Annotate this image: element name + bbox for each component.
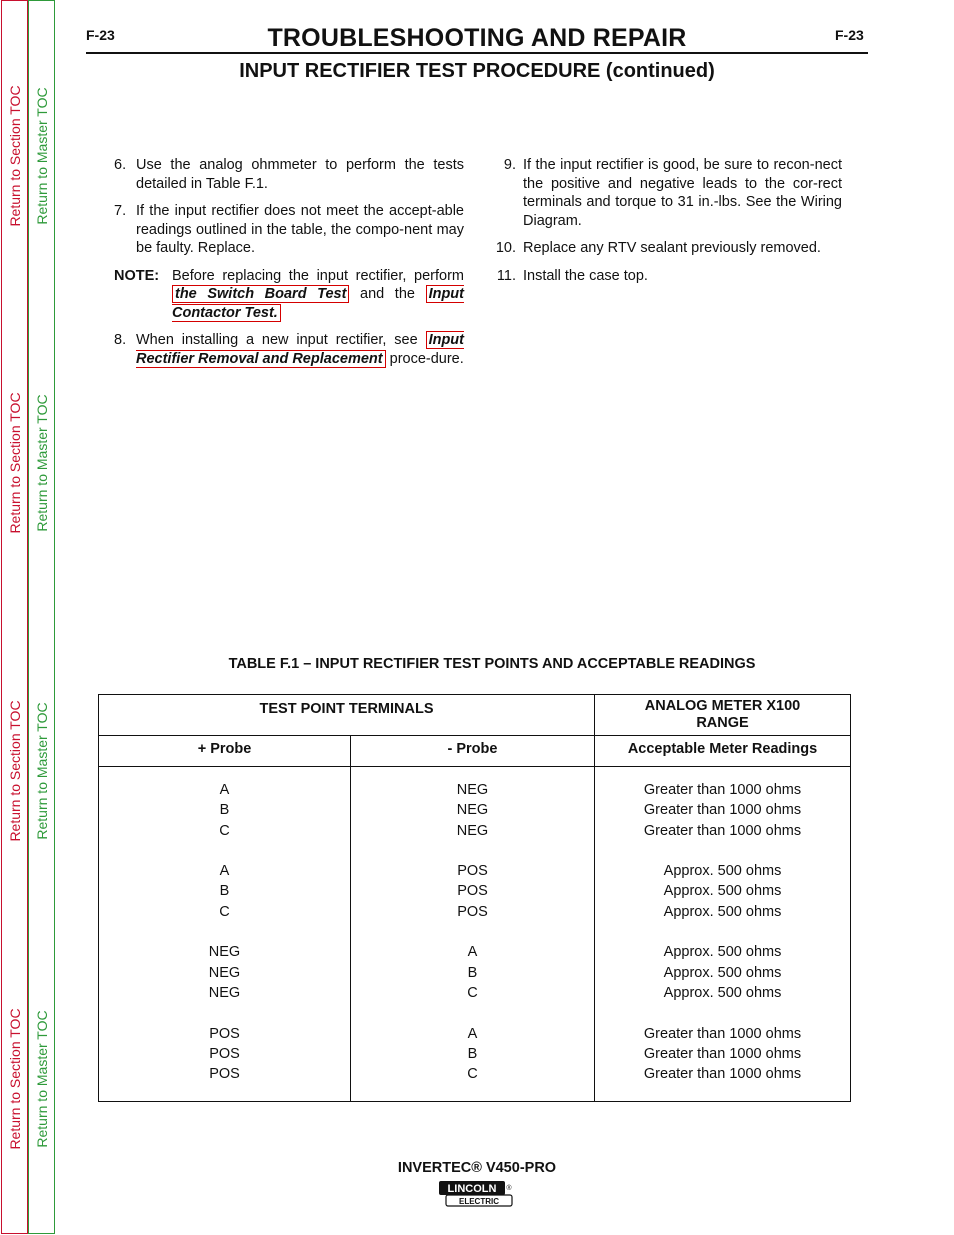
meter-reading-cell: Approx. 500 ohms: [663, 944, 782, 961]
step-text: If the input rectifier does not meet the accept-able readings outlined in the table, the compo-nent may be faulty. Replace.: [136, 203, 464, 256]
step-number: 10.: [495, 240, 516, 256]
step-number: 6.: [114, 157, 127, 173]
plus-probe-cell: B: [219, 883, 230, 900]
svg-text:®: ®: [506, 1185, 512, 1192]
step-text: When installing a new input rectifier, see: [136, 332, 418, 348]
plus-probe-cell: NEG: [208, 944, 241, 961]
left-column: [114, 156, 464, 377]
plus-probe-cell: POS: [209, 1045, 240, 1062]
model-name: INVERTEC® V450-PRO: [397, 1160, 557, 1176]
svg-text:ELECTRIC: ELECTRIC: [459, 1197, 499, 1206]
step-11: [490, 267, 842, 286]
master-toc-bar: [28, 0, 55, 1234]
plus-probe-cell: C: [219, 822, 230, 839]
row-spacer: [351, 1003, 594, 1023]
meter-reading-cell: Greater than 1000 ohms: [643, 802, 802, 819]
plus-probe-column: [99, 780, 350, 1084]
right-column: [490, 156, 842, 294]
return-to-section-toc-link[interactable]: Return to Section TOC: [6, 392, 23, 534]
return-to-master-toc-link[interactable]: Return to Master TOC: [33, 394, 50, 532]
step-text: proce-dure.: [389, 350, 464, 367]
meter-reading-cell: Approx. 500 ohms: [663, 964, 782, 981]
minus-probe-cell: A: [467, 1025, 478, 1042]
plus-probe-cell: A: [219, 782, 230, 798]
step-text: If the input rectifier is good, be sure to recon-nect the positive and negative leads to the cor-rect terminals and torque to 31 in.-lbs. See the Wiring Diagram.: [523, 157, 842, 229]
step-number: 9.: [503, 157, 516, 173]
table-caption: TABLE F.1 – INPUT RECTIFIER TEST POINTS AND ACCEPTABLE READINGS: [228, 656, 756, 672]
minus-probe-cell: POS: [457, 863, 488, 880]
meter-reading-cell: Approx. 500 ohms: [663, 903, 782, 920]
note: [114, 267, 464, 323]
return-to-master-toc-link[interactable]: Return to Master TOC: [33, 702, 50, 840]
header-test-point-terminals: TEST POINT TERMINALS: [259, 701, 434, 717]
plus-probe-cell: NEG: [208, 964, 241, 981]
return-to-master-toc-link[interactable]: Return to Master TOC: [33, 1010, 50, 1148]
minus-probe-cell: NEG: [456, 802, 489, 819]
meter-reading-cell: Greater than 1000 ohms: [643, 1025, 802, 1042]
minus-probe-cell: B: [467, 1045, 478, 1062]
input-contactor-test-link[interactable]: Input Contactor Test.: [172, 286, 464, 321]
plus-probe-cell: POS: [209, 1066, 240, 1083]
note-text: and the: [360, 286, 415, 302]
meter-reading-cell: Approx. 500 ohms: [663, 984, 782, 1001]
return-to-section-toc-link[interactable]: Return to Section TOC: [6, 700, 23, 842]
plus-probe-cell: A: [219, 863, 230, 880]
column-header-plus-probe: + Probe: [197, 741, 252, 757]
meter-reading-cell: Approx. 500 ohms: [663, 863, 782, 880]
return-to-master-toc-link[interactable]: Return to Master TOC: [33, 87, 50, 225]
minus-probe-cell: POS: [457, 883, 488, 900]
plus-probe-cell: NEG: [208, 984, 241, 1001]
page-number-right: F-23: [835, 27, 864, 43]
lincoln-electric-logo: [438, 1180, 514, 1208]
note-text: Before replacing the input rectifier, perform: [172, 267, 464, 284]
step-number: 7.: [114, 203, 127, 219]
table-divider: [99, 735, 850, 736]
column-header-meter-readings: Acceptable Meter Readings: [627, 741, 818, 757]
plus-probe-cell: POS: [209, 1025, 240, 1042]
step-10: [490, 239, 842, 258]
minus-probe-cell: POS: [457, 903, 488, 920]
meter-reading-cell: Greater than 1000 ohms: [643, 1045, 802, 1062]
input-rectifier-removal-link[interactable]: Input Rectifier Removal and Replacement: [136, 332, 464, 367]
header-meter-line: RANGE: [696, 715, 749, 731]
meter-reading-cell: Approx. 500 ohms: [663, 883, 782, 900]
header-divider: [86, 52, 868, 54]
page-number-left: F-23: [86, 27, 115, 43]
section-toc-bar: [1, 0, 28, 1234]
plus-probe-cell: B: [219, 802, 230, 819]
return-to-section-toc-link[interactable]: Return to Section TOC: [6, 85, 23, 227]
return-to-section-toc-link[interactable]: Return to Section TOC: [6, 1008, 23, 1150]
step-text: Replace any RTV sealant previously removed.: [523, 240, 821, 256]
switch-board-test-link[interactable]: the Switch Board Test: [172, 285, 349, 303]
minus-probe-cell: NEG: [456, 782, 489, 798]
minus-probe-cell: B: [467, 964, 478, 981]
row-spacer: [99, 841, 350, 861]
row-spacer: [595, 1003, 850, 1023]
step-7: [114, 202, 464, 258]
row-spacer: [595, 841, 850, 861]
row-spacer: [99, 1003, 350, 1023]
meter-readings-column: [595, 780, 850, 1084]
row-spacer: [351, 922, 594, 942]
plus-probe-cell: C: [219, 903, 230, 920]
meter-reading-cell: Greater than 1000 ohms: [643, 782, 802, 798]
header-meter-line: ANALOG METER X100: [644, 698, 801, 714]
column-header-minus-probe: - Probe: [447, 741, 498, 757]
note-label: NOTE:: [114, 267, 160, 284]
svg-text:LINCOLN: LINCOLN: [447, 1183, 497, 1195]
step-text: Install the case top.: [523, 267, 648, 284]
row-spacer: [595, 922, 850, 942]
meter-reading-cell: Greater than 1000 ohms: [643, 822, 802, 839]
minus-probe-cell: C: [467, 1066, 478, 1083]
minus-probe-cell: A: [467, 944, 478, 961]
test-points-table: [98, 694, 851, 1102]
row-spacer: [99, 922, 350, 942]
step-9: [490, 156, 842, 230]
step-number: 8.: [114, 332, 127, 348]
header-analog-meter: [595, 698, 850, 732]
meter-reading-cell: Greater than 1000 ohms: [643, 1066, 802, 1083]
minus-probe-cell: C: [467, 984, 478, 1001]
step-number: 11.: [496, 267, 516, 284]
page-title: TROUBLESHOOTING AND REPAIR: [267, 24, 687, 52]
step-text: Use the analog ohmmeter to perform the tests detailed in Table F.1.: [136, 157, 464, 192]
row-spacer: [351, 841, 594, 861]
minus-probe-cell: NEG: [456, 822, 489, 839]
step-8: [114, 331, 464, 368]
page-subtitle: INPUT RECTIFIER TEST PROCEDURE (continued): [239, 60, 715, 82]
minus-probe-column: [351, 780, 594, 1084]
step-6: [114, 156, 464, 193]
table-divider: [99, 766, 850, 767]
